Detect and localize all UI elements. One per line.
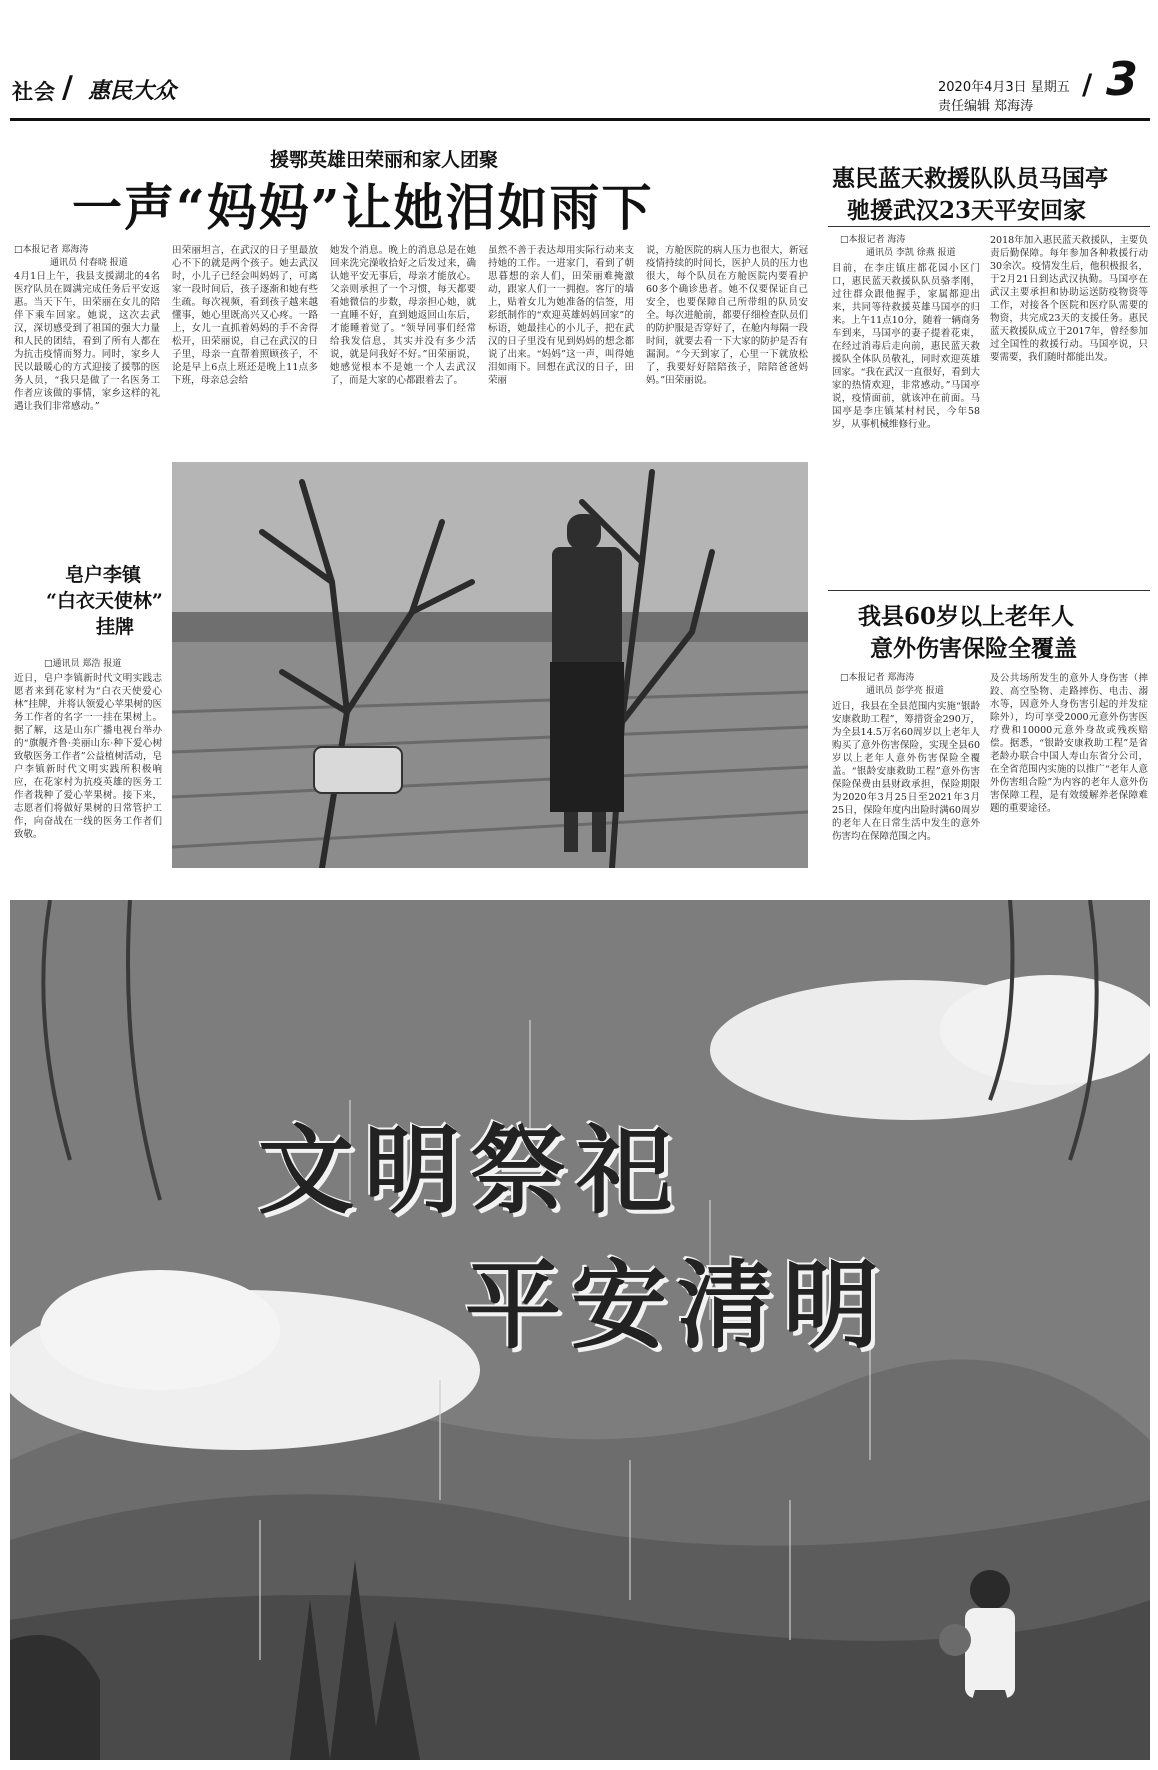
right-story-1-title-line-1: 惠民蓝天救援队队员马国亭 bbox=[832, 165, 1108, 192]
header-rule bbox=[10, 118, 1150, 121]
orchard-photo-illustration bbox=[172, 462, 808, 868]
right-story-2-title-line-2: 意外伤害保险全覆盖 bbox=[870, 635, 1077, 662]
main-story-title: 一声“妈妈”让她泪如雨下 bbox=[72, 178, 654, 237]
brand-logo: 惠民大众 bbox=[88, 78, 177, 104]
main-story-column-3: 她发个消息。晚上的消息总是在她回来洗完澡收拾好之后发过来，确认她平安无事后，母亲才能放心。父亲则承担了一个习惯，每天都要看她微信的步数，母亲担心她，就一直睡不好，直到她返回山东后，才能睡着觉了。“领导同事们经常给我发信息，其实并没有多少活说，就是问我好不好。”田荣丽说，她感觉根本不是她一个人去武汉了，而是大家的心都跟着去了。 bbox=[330, 245, 476, 386]
main-story-byline-1: □本报记者 郑海涛 bbox=[14, 245, 89, 255]
right-story-1-rule bbox=[828, 226, 1150, 227]
right-story-1-title-line-2: 驰援武汉23天平安回家 bbox=[847, 197, 1087, 224]
side-story-title-line-3: 挂牌 bbox=[96, 616, 135, 638]
right-story-2-byline-1: □本报记者 郑海涛 bbox=[840, 673, 915, 683]
main-story-column-5: 说，方舱医院的病人压力也很大，新冠疫情持续的时间长，医护人员的压力也很大，每个队员在方舱医院内要看护60多个确诊患者。她不仅要保证自己安全，也要保障自己所带组的队员安全。每次进舱前，都要仔细检查队员们的防护服是否穿好了，在舱内每隔一段时间，就要去看一下大家的防护是否有漏洞。“今天到家了，心里一下就放松了，我要好好陪陪孩子，陪陪爸爸妈妈。”田荣丽说。 bbox=[646, 245, 808, 386]
side-story-title-line-1: 皂户李镇 bbox=[65, 564, 142, 586]
right-story-1-byline-1: □本报记者 海涛 bbox=[840, 235, 906, 245]
header-slash-right: / bbox=[1082, 68, 1093, 101]
main-story-column-1: 4月1日上午，我县支援湖北的4名医疗队员在圆满完成任务后平安返惠。当天下午，田荣丽在女儿的陪伴下乘车回家。她说，这次去武汉，深切感受到了祖国的强大力量和人民的团结，看到了所有人都在为抗击疫情而努力。同时，家乡人民以最暖心的方式迎接了援鄂的医务人员，“我只是做了一名医务工作者应该做的事情，家乡这样的礼遇让我们非常感动。” bbox=[14, 271, 160, 412]
header-slash: / bbox=[62, 70, 73, 105]
section-label: 社会 bbox=[12, 79, 56, 104]
right-story-1-byline-2: 通讯员 李凯 徐燕 报道 bbox=[866, 248, 956, 258]
side-story-text: 近日，皂户李镇新时代文明实践志愿者来到花家村为“白衣天使爱心林”挂牌，并将认领爱心苹果树的医务工作者的名字一一挂在果树上。据了解，这是山东广播电视台举办的“旗舰齐鲁·美丽山东·种下爱心树致敬医务工作者”公益植树活动，皂户李镇新时代文明实践所积极响应，在花家村为抗疫英雄的医务工作者栽种了爱心苹果树。接下来，志愿者们将做好果树的日常管护工作，向奋战在一线的医务工作者们致敬。 bbox=[14, 673, 162, 840]
right-story-2-byline-2: 通讯员 彭学亮 报道 bbox=[866, 686, 944, 696]
right-story-1-column-2: 2018年加入惠民蓝天救援队，主要负责后勤保障。每年参加各种救援行动30余次。疫情发生后，他积极报名，于2月21日到达武汉执勤。马国亭在武汉主要承担和协助运送防疫物资等工作，对接各个医院和医疗队需要的物资，共完成23天的支援任务。惠民蓝天救援队成立于2017年，曾经参加过全国性的救援行动。马国亭说，只要需要，我们随时都能出发。 bbox=[990, 235, 1148, 363]
editor-credit: 责任编辑 郑海涛 bbox=[938, 99, 1034, 114]
right-story-2-title-line-1: 我县60岁以上老年人 bbox=[858, 603, 1075, 630]
issue-date: 2020年4月3日 星期五 bbox=[938, 80, 1070, 95]
poster-title-line-1: 文明祭祀 bbox=[258, 1114, 682, 1227]
side-story-title-line-2: “白衣天使林” bbox=[46, 590, 163, 612]
poster-title-line-2: 平安清明 bbox=[465, 1249, 889, 1362]
right-story-2-rule bbox=[828, 590, 1150, 591]
news-photo bbox=[172, 462, 808, 868]
main-story-column-4: 虽然不善于表达却用实际行动来支持她的工作。一进家门，看到了朝思暮想的亲人们，田荣丽难掩激动，跟家人们一一拥抱。客厅的墙上，贴着女儿为她准备的信签，用彩纸制作的“欢迎英雄妈妈回家”的标语，她最挂心的小儿子，把在武汉的日子里没有见到妈妈的想念都说了出来。“妈妈”这一声，叫得她泪如雨下。回想在武汉的日子，田荣丽 bbox=[488, 245, 634, 386]
page-number: 3 bbox=[1106, 52, 1139, 106]
main-story-column-2: 田荣丽坦言，在武汉的日子里最放心不下的就是两个孩子。她去武汉时，小儿子已经会叫妈妈了，可离家一段时间后，孩子逐渐和她有些生疏。每次视频，看到孩子越来越懂事，她心里既高兴又心疼。一路上，女儿一直抓着妈妈的手不舍得松开，田荣丽说，自己在武汉的日子里，母亲一直帮着照顾孩子，不论是早上6点上班还是晚上11点多下班，母亲总会给 bbox=[172, 245, 318, 386]
right-story-2-column-2: 及公共场所发生的意外人身伤害（摔跤、高空坠物、走路摔伤、电击、溺水等，因意外人身伤害引起的并发症除外），均可享受2000元意外伤害医疗费和10000元意外身故或残疾赔偿。据悉，“银龄安康救助工程”是省老龄办联合中国人寿山东省分公司，在全省范围内实施的以推广“老年人意外伤害组合险”为内容的老年人意外伤害保障工程，是有效缓解养老保障难题的重要途径。 bbox=[990, 673, 1148, 814]
main-story-kicker: 援鄂英雄田荣丽和家人团聚 bbox=[270, 149, 499, 171]
right-story-2-column-1: 近日，我县在全县范围内实施“银龄安康救助工程”，筹措资金290万，为全县14.5万名60周岁以上老年人购买了意外伤害保险，实现全县60岁以上老年人意外伤害保险全覆盖。“银龄安康救助工程”意外伤害保险保费由县财政承担，保险期限为2020年3月25日至2021年3月25日，保险年度内出险时满60周岁的老年人在日常生活中发生的意外伤害均在保障范围之内。 bbox=[832, 701, 980, 842]
right-story-1-column-1: 目前，在李庄镇庄都花园小区门口，惠民蓝天救援队队员骆孝刚，过往群众跟他握手，家属都迎出来，共同等待救援英雄马国亭的归来。上午11点10分，随着一辆商务车到来，马国亭的妻子提着花束，在经过消毒后走向前，惠民蓝天救援队全体队员敬礼，同时欢迎英雄回家。“我在武汉一直很好，看到大家的热情欢迎，非常感动。”马国亭说，疫情面前，就该冲在前面。马国亭是李庄镇某村村民，今年58岁，从事机械维修行业。 bbox=[832, 263, 980, 430]
main-story-byline-2: 通讯员 付春晓 报道 bbox=[50, 258, 128, 268]
side-story-byline: □通讯员 郑浩 报道 bbox=[44, 659, 122, 669]
